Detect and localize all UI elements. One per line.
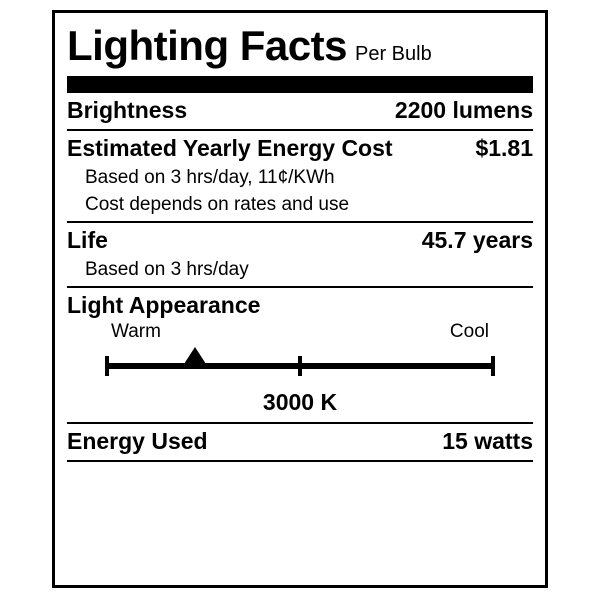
energy-used-value: 15 watts	[442, 428, 533, 454]
bottom-blank-area	[67, 462, 533, 520]
life-note-basis: Based on 3 hrs/day	[85, 259, 249, 280]
scale-marker-triangle-icon	[184, 347, 206, 364]
brightness-label: Brightness	[67, 97, 188, 123]
energy-cost-value: $1.81	[475, 135, 533, 161]
row-brightness	[67, 93, 533, 129]
cool-label: Cool	[449, 321, 489, 342]
label-inner	[67, 21, 533, 520]
row-energy-used	[67, 424, 533, 460]
label-title-row	[67, 21, 533, 69]
scale-tick-middle	[298, 356, 302, 376]
energy-cost-note-rates: Cost depends on rates and use	[85, 194, 350, 215]
light-appearance-label: Light Appearance	[67, 292, 261, 318]
row-energy-cost	[67, 131, 533, 167]
kelvin-value: 3000 K	[262, 389, 338, 415]
color-temperature-scale	[105, 347, 495, 393]
energy-cost-note-basis: Based on 3 hrs/day, 11¢/KWh	[85, 167, 335, 188]
page-title: Lighting Facts	[67, 22, 347, 69]
page-subtitle: Per Bulb	[355, 43, 432, 65]
energy-cost-label: Estimated Yearly Energy Cost	[67, 135, 393, 161]
title-divider-bar	[67, 76, 533, 91]
energy-used-label: Energy Used	[67, 428, 208, 454]
scale-tick-left	[105, 356, 109, 376]
warm-cool-labels	[67, 319, 533, 343]
lighting-facts-label	[52, 10, 548, 588]
brightness-value: 2200 lumens	[394, 97, 533, 123]
life-value: 45.7 years	[421, 227, 533, 253]
row-life	[67, 223, 533, 259]
life-label: Life	[67, 227, 108, 253]
warm-label: Warm	[111, 321, 161, 342]
scale-tick-right	[491, 356, 495, 376]
